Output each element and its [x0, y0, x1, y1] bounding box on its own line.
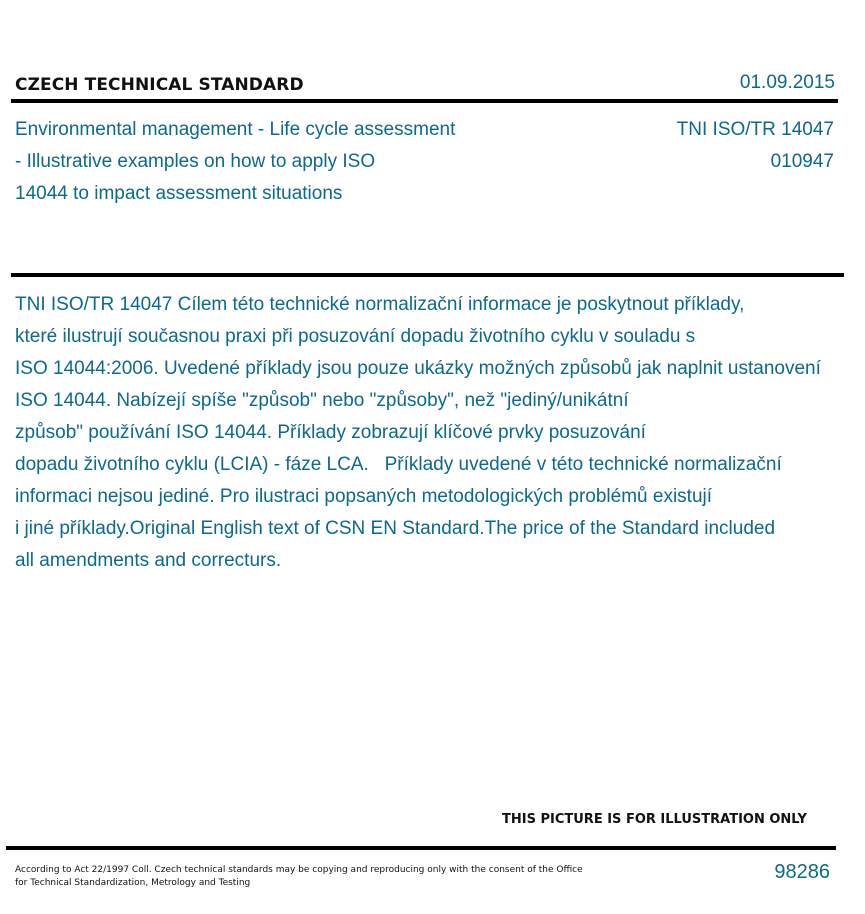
legal-notice: According to Act 22/1997 Coll. Czech technical standards may be copying and reproducing only with the consent of the Office for Technical Standardization, Metrology and Testing [15, 865, 583, 888]
publication-date: 01.09.2015 [739, 72, 835, 93]
standard-code: TNI ISO/TR 14047 [676, 119, 834, 140]
bottom-divider [6, 846, 836, 850]
catalog-number: 010947 [770, 151, 834, 172]
standard-type-heading: CZECH TECHNICAL STANDARD [15, 75, 304, 95]
document-identifier [677, 114, 834, 178]
footer-reference-number: 98286 [774, 861, 830, 883]
middle-divider [11, 273, 844, 277]
document-abstract: TNI ISO/TR 14047 Cílem této technické normalizační informace je poskytnout příklady, které ilustrují současnou praxi při posuzování dopadu životního cyklu v souladu s ISO 14044:2006. Uvedené příklady jsou pouze ukázky možných způsobů jak naplnit ustanovení ISO 14044. Nabízejí spíše "způsob" nebo "způsoby", než "jediný/unikátní způsob" používání ISO 14044. Příklady zobrazují klíčové prvky posuzování dopadu životního cyklu (LCIA) - fáze LCA. Příklady uvedené v této technické normalizační informaci nejsou jediné. Pro ilustraci popsaných metodologických problémů existují i jiné příklady.Original English text of CSN EN Standard.The price of the Standard included all amendments and correcturs. [15, 294, 821, 571]
document-title: Environmental management - Life cycle assessment - Illustrative examples on how to apply ISO 14044 to impact assessment situations [15, 119, 456, 204]
top-divider [11, 99, 838, 103]
illustration-disclaimer: THIS PICTURE IS FOR ILLUSTRATION ONLY [502, 812, 807, 827]
